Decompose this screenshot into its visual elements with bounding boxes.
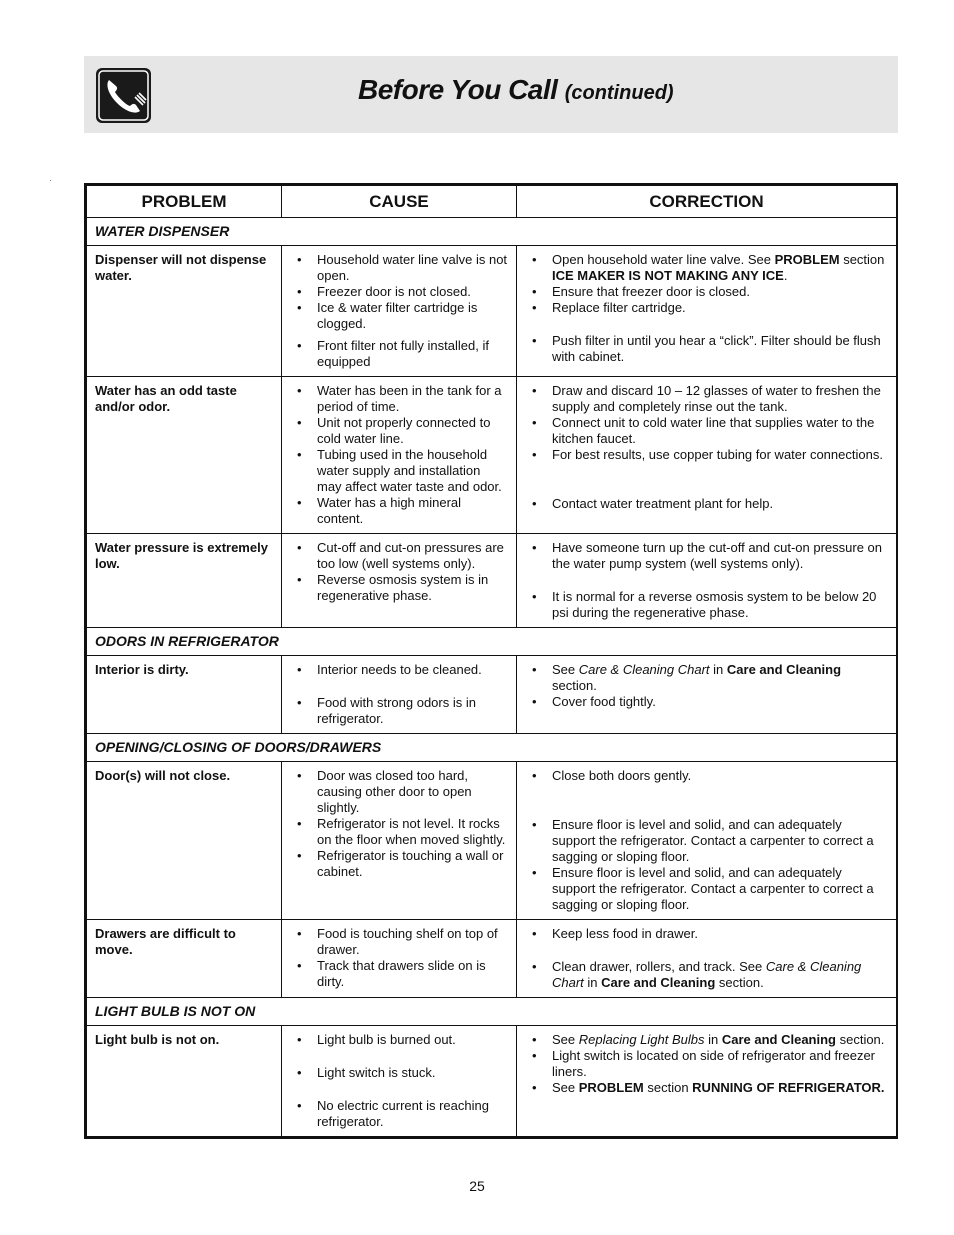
cause-cell (282, 246, 517, 377)
table-row (87, 377, 897, 534)
correction-item: • See Care & Cleaning Chart in Care and Cleaning section. (525, 662, 888, 694)
section-water-dispenser: WATER DISPENSER (87, 218, 897, 246)
cause-item: • Freezer door is not closed. (290, 284, 508, 300)
cause-item: • Ice & water filter cartridge is clogged. (290, 300, 508, 332)
correction-item: • Have someone turn up the cut-off and cut-on pressure on the water pump system (well systems only). (525, 540, 888, 572)
cause-item: • Cut-off and cut-on pressures are too low (well systems only). (290, 540, 508, 572)
cause-item: • No electric current is reaching refrigerator. (290, 1098, 508, 1130)
cause-cell (282, 1026, 517, 1137)
cause-item: • Light bulb is burned out. (290, 1032, 508, 1048)
cause-item: • Water has been in the tank for a period of time. (290, 383, 508, 415)
cause-item: • Door was closed too hard, causing other door to open slightly. (290, 768, 508, 816)
section-odors: ODORS IN REFRIGERATOR (87, 628, 897, 656)
correction-item: • Cover food tightly. (525, 694, 888, 710)
problem-cell: Drawers are difficult to move. (87, 920, 282, 998)
correction-item: • See Replacing Light Bulbs in Care and Cleaning section. (525, 1032, 888, 1048)
correction-item: • For best results, use copper tubing for water connections. (525, 447, 888, 463)
table-row (87, 656, 897, 734)
column-header-correction: CORRECTION (517, 186, 897, 218)
cause-item: • Track that drawers slide on is dirty. (290, 958, 508, 990)
title-sub: (continued) (564, 82, 674, 104)
problem-cell: Water has an odd taste and/or odor. (87, 377, 282, 534)
troubleshooting-table (84, 183, 898, 1139)
correction-item: • Push filter in until you hear a “click”. Filter should be flush with cabinet. (525, 333, 888, 365)
cause-item: • Household water line valve is not open. (290, 252, 508, 284)
cause-item: • Refrigerator is touching a wall or cabinet. (290, 848, 508, 880)
table-header-row (87, 186, 897, 218)
problem-cell: Door(s) will not close. (87, 762, 282, 920)
cause-cell (282, 377, 517, 534)
problem-cell: Light bulb is not on. (87, 1026, 282, 1137)
table-row (87, 246, 897, 377)
cause-item: • Front filter not fully installed, if equipped (290, 338, 508, 370)
title-main: Before You Call (358, 74, 558, 105)
column-header-cause: CAUSE (282, 186, 517, 218)
cause-cell (282, 656, 517, 734)
correction-item: • Keep less food in drawer. (525, 926, 888, 942)
correction-cell (517, 377, 897, 534)
correction-item: • Contact water treatment plant for help. (525, 496, 888, 512)
page-number: 25 (469, 1178, 485, 1194)
page-title (358, 74, 674, 106)
correction-cell (517, 246, 897, 377)
correction-cell (517, 920, 897, 998)
problem-cell: Water pressure is extremely low. (87, 534, 282, 628)
cause-item: • Tubing used in the household water supply and installation may affect water taste and odor. (290, 447, 508, 495)
correction-item: • Ensure that freezer door is closed. (525, 284, 888, 300)
phone-icon (95, 67, 152, 124)
cause-item: • Water has a high mineral content. (290, 495, 508, 527)
correction-cell (517, 656, 897, 734)
correction-item: • Draw and discard 10 – 12 glasses of water to freshen the supply and completely rinse out the tank. (525, 383, 888, 415)
correction-item: • See PROBLEM section RUNNING OF REFRIGERATOR. (525, 1080, 888, 1096)
cause-item: • Unit not properly connected to cold water line. (290, 415, 508, 447)
cause-item: • Refrigerator is not level. It rocks on the floor when moved slightly. (290, 816, 508, 848)
correction-item: • Replace filter cartridge. (525, 300, 888, 316)
cause-item: • Food is touching shelf on top of drawer. (290, 926, 508, 958)
table-row (87, 534, 897, 628)
section-doors: OPENING/CLOSING OF DOORS/DRAWERS (87, 734, 897, 762)
problem-cell: Dispenser will not dispense water. (87, 246, 282, 377)
cause-item: • Interior needs to be cleaned. (290, 662, 508, 678)
section-light: LIGHT BULB IS NOT ON (87, 998, 897, 1026)
correction-item: • Ensure floor is level and solid, and can adequately support the refrigerator. Contact a carpenter to correct a sagging or sloping floor. (525, 817, 888, 865)
correction-item: • Connect unit to cold water line that supplies water to the kitchen faucet. (525, 415, 888, 447)
cause-cell (282, 920, 517, 998)
cause-cell (282, 534, 517, 628)
correction-item: • It is normal for a reverse osmosis system to be below 20 psi during the regenerative phase. (525, 589, 888, 621)
correction-cell (517, 1026, 897, 1137)
correction-item: • Open household water line valve. See PROBLEM section ICE MAKER IS NOT MAKING ANY ICE. (525, 252, 888, 284)
cause-item: • Light switch is stuck. (290, 1065, 508, 1081)
cause-item: • Reverse osmosis system is in regenerative phase. (290, 572, 508, 604)
correction-cell (517, 534, 897, 628)
correction-item: • Light switch is located on side of refrigerator and freezer liners. (525, 1048, 888, 1080)
correction-item: • Close both doors gently. (525, 768, 888, 784)
table-row (87, 762, 897, 920)
column-header-problem: PROBLEM (87, 186, 282, 218)
header-band (84, 56, 898, 133)
correction-cell (517, 762, 897, 920)
cause-item: • Food with strong odors is in refrigerator. (290, 695, 508, 727)
table-row (87, 1026, 897, 1137)
correction-item: • Clean drawer, rollers, and track. See Care & Cleaning Chart in Care and Cleaning section. (525, 959, 888, 991)
stray-dot (50, 180, 51, 181)
table-row (87, 920, 897, 998)
cause-cell (282, 762, 517, 920)
problem-cell: Interior is dirty. (87, 656, 282, 734)
correction-item: • Ensure floor is level and solid, and can adequately support the refrigerator. Contact a carpenter to correct a sagging or sloping floor. (525, 865, 888, 913)
